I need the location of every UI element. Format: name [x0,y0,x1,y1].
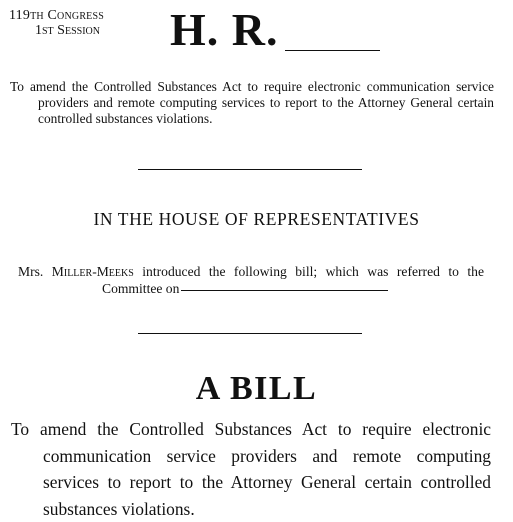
short-purpose [10,79,494,127]
committee-blank [181,290,388,291]
bill-number-blank [285,50,380,51]
introduction-paragraph [18,263,484,297]
congress-number: 119th Congress [9,8,105,23]
bill-heading: A BILL [195,370,318,407]
bill-designation: H. R. [170,4,279,55]
divider-rule-top [138,169,362,170]
long-purpose-text: To amend the Controlled Substances Act to require electronic communication service providers and remote computing services to report to the Attorney General certain controlled substances violations. [11,419,491,519]
sponsor-title: Mrs. [18,264,44,279]
session-number: 1st Session [35,23,100,38]
divider-rule-bottom [138,333,362,334]
long-purpose [11,416,491,522]
introduction-action-text: introduced the following bill; which was referred to the Committee on [102,264,484,296]
chamber-heading: IN THE HOUSE OF REPRESENTATIVES [93,209,420,229]
congress-session-block [9,8,104,38]
short-purpose-text: To amend the Controlled Substances Act to require electronic communication service providers and remote computing services to report to the Attorney General certain controlled substances violations. [10,79,494,126]
sponsor-name: Miller-Meeks [51,264,134,279]
